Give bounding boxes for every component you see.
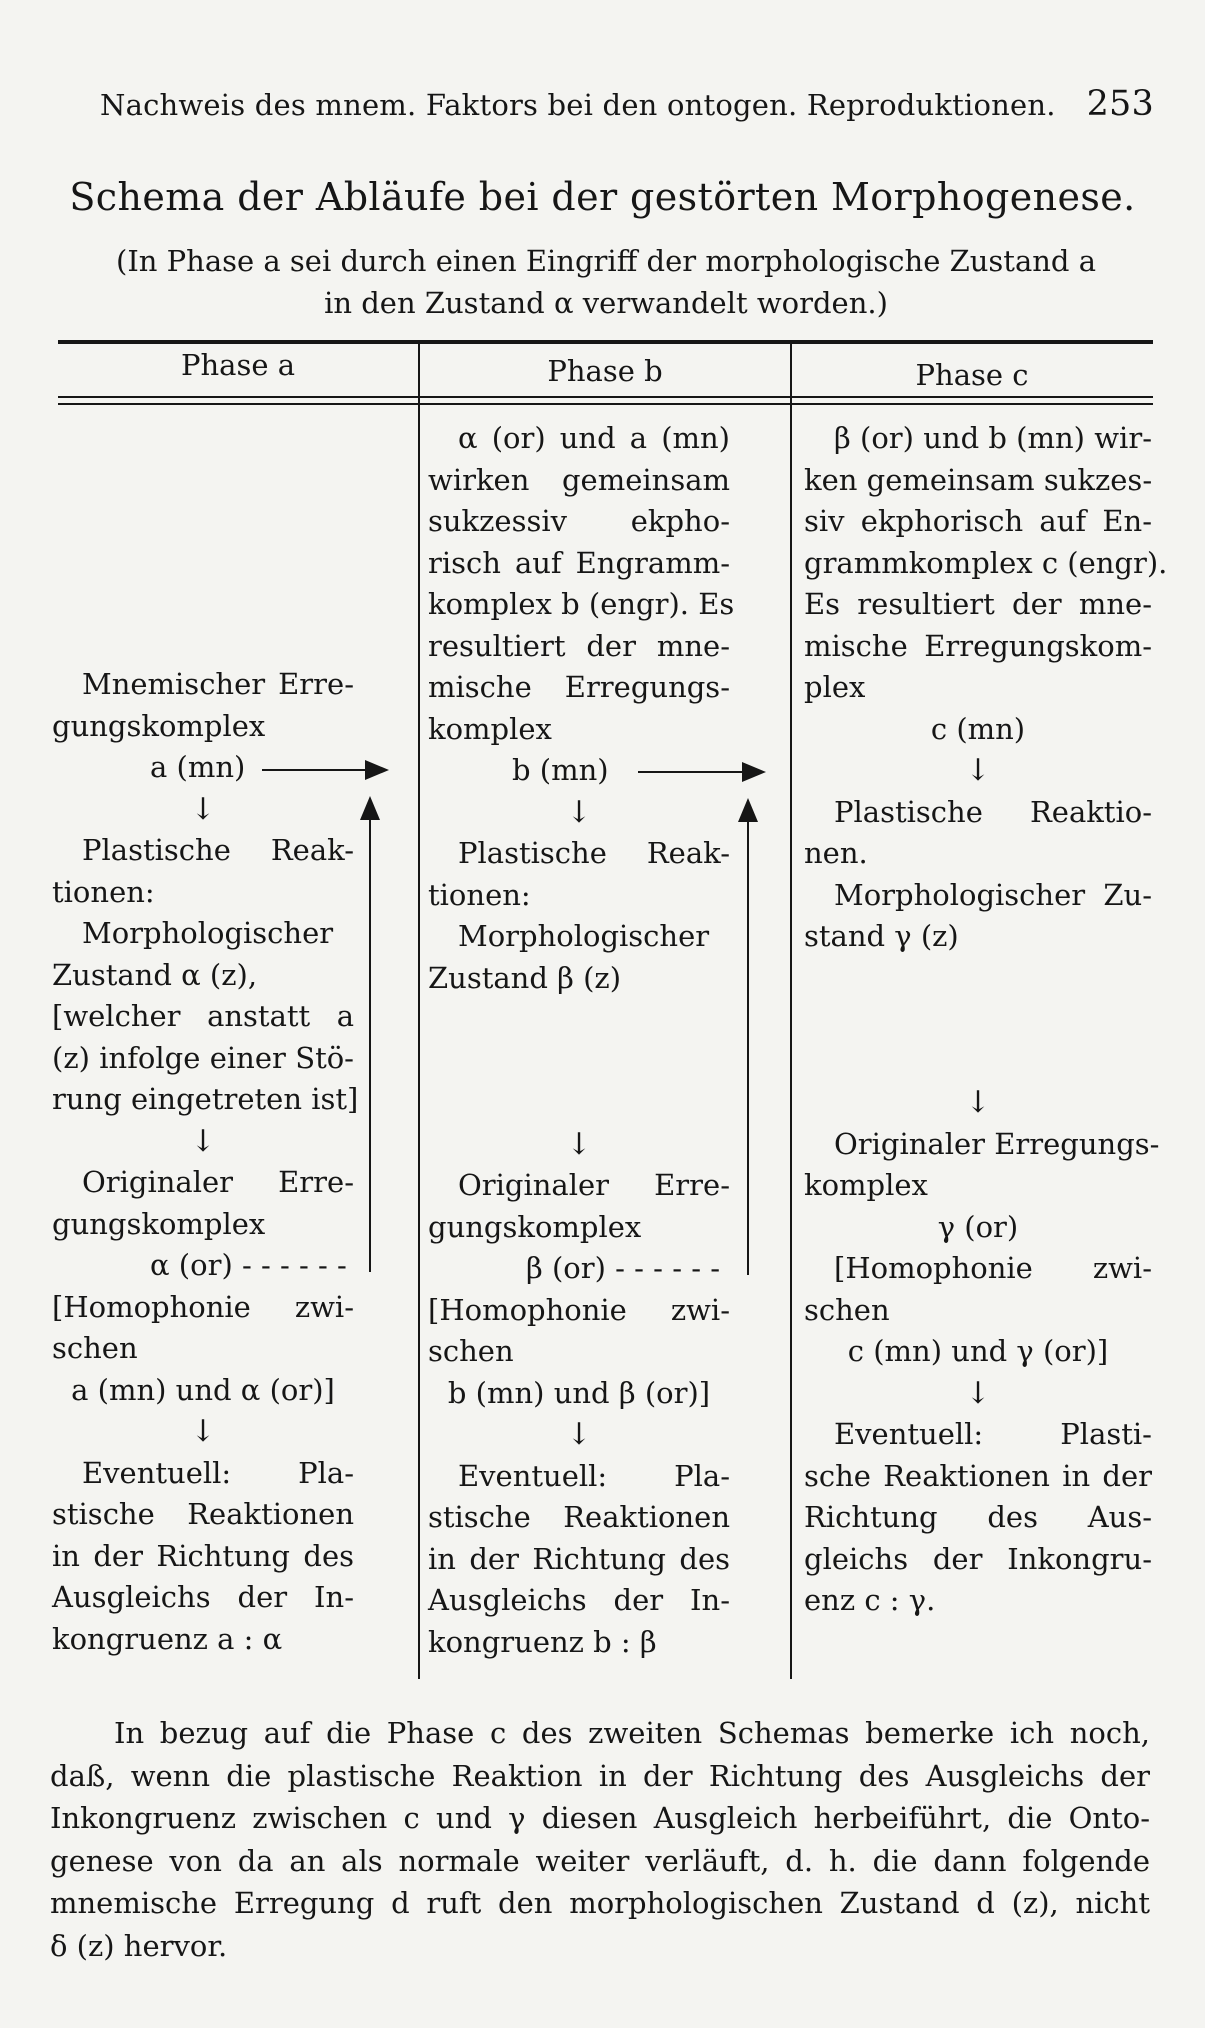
col-b-line: Eventuell: Pla- — [458, 1458, 730, 1493]
col-a-line: schen — [52, 1331, 138, 1365]
col-b-line: kongruenz b : β — [428, 1624, 657, 1659]
col-a-line: Plastische Reak- — [82, 833, 354, 867]
down-arrow-icon: ↓ — [965, 1375, 991, 1411]
col-b-line: b (mn) — [512, 753, 609, 787]
col-a-line: Originaler Erre- — [82, 1165, 354, 1199]
down-arrow-icon: ↓ — [566, 794, 592, 830]
col-c-line: grammkomplex c (engr). — [804, 545, 1168, 580]
col-c-line: nen. — [804, 836, 868, 870]
col-a-line: Eventuell: Pla- — [82, 1455, 354, 1490]
col-b-line: sukzessiv ekpho- — [428, 504, 730, 538]
col-a-line: in der Richtung des — [52, 1538, 354, 1573]
col-c-line: c (mn) und γ (or)] — [847, 1334, 1109, 1368]
col-a-line: [Homophonie zwi- — [52, 1289, 354, 1324]
col-b-line: Ausgleichs der In- — [428, 1583, 730, 1617]
col-b-line: Zustand β (z) — [428, 960, 622, 995]
col-c-line: Plastische Reaktio- — [834, 794, 1152, 829]
col-a-line: [welcher anstatt a — [52, 999, 354, 1033]
col-b-line: [Homophonie zwi- — [428, 1292, 730, 1327]
down-arrow-icon: ↓ — [965, 753, 991, 788]
col-b-line: β (or) - - - - - - — [526, 1251, 721, 1285]
col-c-line: [Homophonie zwi- — [834, 1251, 1152, 1285]
col-a-line: kongruenz a : α — [52, 1621, 283, 1656]
down-arrow-icon: ↓ — [190, 1123, 216, 1159]
col-b-line: Morphologischer — [458, 919, 710, 953]
col-b-line: Plastische Reak- — [458, 836, 730, 870]
col-c-line: Morphologischer Zu- — [834, 877, 1152, 912]
header-phase-b: Phase b — [547, 354, 663, 388]
body-paragraph — [50, 1712, 1150, 1967]
paragraph-line: genese von da an als normale weiter verläuft, d. h. die dann folgende — [50, 1843, 1150, 1878]
col-b-line: schen — [428, 1334, 514, 1368]
col-a-line: rung eingetreten ist] — [52, 1082, 359, 1116]
col-b-line: wirken gemeinsam — [428, 462, 730, 497]
col-b-line: risch auf Engramm- — [428, 545, 730, 580]
col-b-line: gungskomplex — [428, 1209, 642, 1244]
col-c-line: Eventuell: Plasti- — [834, 1417, 1152, 1451]
schema-title: Schema der Abläufe bei der gestörten Morphogenese. — [69, 175, 1136, 219]
col-a-line: Mnemischer Erre- — [82, 667, 354, 701]
col-b-line: b (mn) und β (or)] — [447, 1375, 711, 1410]
col-b-line: mische Erregungs- — [428, 670, 730, 704]
col-a-line: gungskomplex — [52, 708, 266, 743]
subtitle-line-1: (In Phase a sei durch einen Eingriff der morphologische Zustand a — [116, 244, 1096, 278]
col-b-line: Originaler Erre- — [458, 1168, 730, 1202]
col-b-line: α (or) und a (mn) — [458, 421, 730, 455]
col-c-line: gleichs der Inkongru- — [804, 1541, 1152, 1576]
down-arrow-icon: ↓ — [965, 1085, 991, 1120]
col-c-line: c (mn) — [930, 711, 1026, 746]
col-a-line: tionen: — [52, 874, 155, 909]
col-a-line: Zustand α (z), — [52, 957, 258, 992]
down-arrow-icon: ↓ — [566, 1126, 592, 1162]
col-c-line: Es resultiert der mne- — [804, 587, 1152, 621]
paragraph-line: δ (z) hervor. — [50, 1928, 228, 1963]
col-c-line: Originaler Erregungs- — [834, 1126, 1160, 1161]
down-arrow-icon: ↓ — [190, 791, 216, 827]
down-arrow-icon: ↓ — [566, 1417, 592, 1452]
col-b-line: in der Richtung des — [428, 1541, 730, 1576]
col-c-line: β (or) und b (mn) wir- — [834, 421, 1152, 455]
subtitle-line-2: in den Zustand α verwandelt worden.) — [324, 286, 888, 320]
page-number: 253 — [1086, 84, 1154, 124]
col-a-line: stische Reaktionen — [52, 1497, 354, 1531]
col-a-line: a (mn) — [150, 750, 246, 784]
col-c-line: siv ekphorisch auf En- — [804, 504, 1152, 538]
col-c-line: plex — [804, 670, 866, 704]
paragraph-line: Inkongruenz zwischen c und γ diesen Ausgleich herbeiführt, die Onto- — [50, 1801, 1150, 1835]
down-arrow-icon: ↓ — [190, 1414, 216, 1449]
col-a-line: α (or) - - - - - - — [150, 1248, 347, 1282]
col-c-line: γ (or) — [937, 1209, 1019, 1244]
col-c-line: stand γ (z) — [804, 919, 959, 953]
col-b-line: stische Reaktionen — [428, 1500, 730, 1534]
col-b-line: resultiert der mne- — [428, 628, 730, 663]
col-c-line: Richtung des Aus- — [804, 1500, 1152, 1534]
col-c-line: sche Reaktionen in der — [804, 1458, 1152, 1493]
col-a-line: gungskomplex — [52, 1206, 266, 1241]
col-c-line: mische Erregungskom- — [804, 628, 1152, 663]
paragraph-line: mnemische Erregung d ruft den morphologischen Zustand d (z), nicht — [50, 1886, 1150, 1920]
paragraph-line: In bezug auf die Phase c des zweiten Schemas bemerke ich noch, — [114, 1716, 1150, 1750]
header-phase-a: Phase a — [180, 348, 296, 382]
col-b-line: komplex — [428, 711, 552, 746]
col-a-line: Ausgleichs der In- — [52, 1580, 354, 1614]
col-c-line: schen — [804, 1292, 890, 1327]
col-b-line: tionen: — [428, 877, 531, 912]
col-a-line: Morphologischer — [82, 916, 334, 950]
col-b-line: komplex b (engr). Es — [428, 587, 735, 621]
col-a-line: (z) infolge einer Stö- — [52, 1040, 354, 1075]
col-a-line: a (mn) und α (or)] — [71, 1372, 335, 1407]
col-c-line: komplex — [804, 1168, 928, 1202]
running-head-text: Nachweis des mnem. Faktors bei den ontogen. Reproduktionen. — [100, 88, 1056, 122]
col-c-line: ken gemeinsam sukzes- — [804, 462, 1153, 497]
col-c-line: enz c : γ. — [804, 1583, 936, 1617]
header-phase-c: Phase c — [915, 358, 1029, 392]
paragraph-line: daß, wenn die plastische Reaktion in der Richtung des Ausgleichs der — [50, 1758, 1150, 1793]
